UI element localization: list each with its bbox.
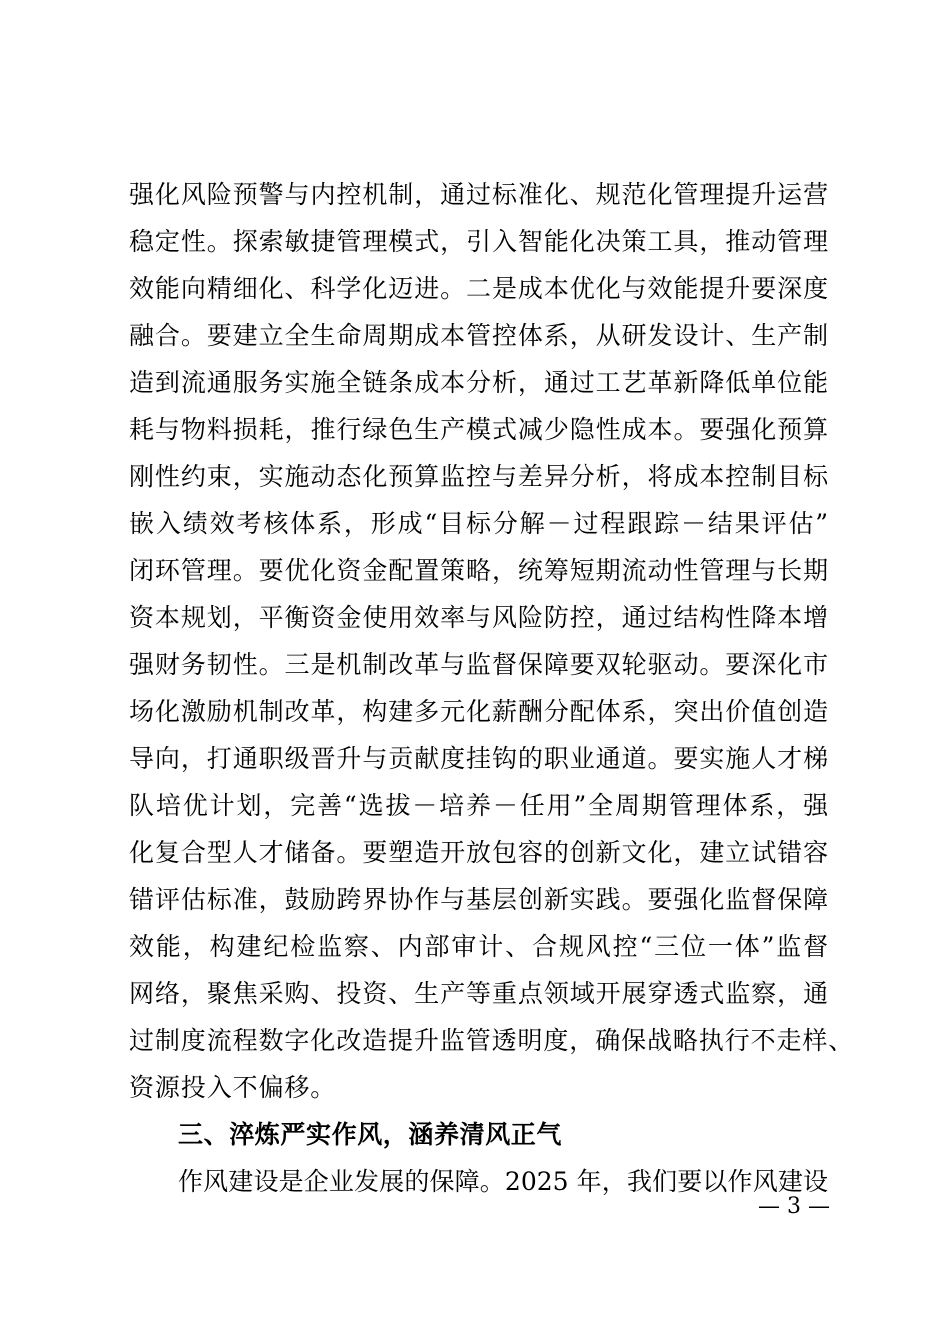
body-text-line: 嵌入绩效考核体系，形成“目标分解－过程跟踪－结果评估” [129, 509, 829, 538]
body-text-line: 造到流通服务实施全链条成本分析，通过工艺革新降低单位能 [129, 368, 829, 397]
body-text-line: 效能向精细化、科学化迈进。二是成本优化与效能提升要深度 [129, 274, 829, 303]
section-intro-line: 作风建设是企业发展的保障。2025 年，我们要以作风建设 [178, 1167, 828, 1196]
body-text-line: 导向，打通职级晋升与贡献度挂钩的职业通道。要实施人才梯 [129, 744, 829, 773]
body-text-line: 稳定性。探索敏捷管理模式，引入智能化决策工具，推动管理 [129, 227, 829, 256]
body-text-line: 强财务韧性。三是机制改革与监督保障要双轮驱动。要深化市 [129, 650, 829, 679]
body-text-line: 效能，构建纪检监察、内部审计、合规风控“三位一体”监督 [129, 932, 829, 961]
body-text-line: 化复合型人才储备。要塑造开放包容的创新文化，建立试错容 [129, 838, 829, 867]
body-text-line: 资本规划，平衡资金使用效率与风险防控，通过结构性降本增 [129, 603, 829, 632]
body-text-line: 错评估标准，鼓励跨界协作与基层创新实践。要强化监督保障 [129, 885, 829, 914]
body-text-line: 过制度流程数字化改造提升监管透明度，确保战略执行不走样、 [129, 1026, 855, 1055]
body-text-line: 资源投入不偏移。 [129, 1073, 337, 1102]
body-text-line: 网络，聚焦采购、投资、生产等重点领域开展穿透式监察，通 [129, 979, 829, 1008]
section-heading: 三、淬炼严实作风，涵养清风正气 [178, 1120, 563, 1149]
body-text-line: 强化风险预警与内控机制，通过标准化、规范化管理提升运营 [129, 180, 829, 209]
body-text-line: 融合。要建立全生命周期成本管控体系，从研发设计、生产制 [129, 321, 829, 350]
body-text-line: 队培优计划，完善“选拔－培养－任用”全周期管理体系，强 [129, 791, 829, 820]
body-text-line: 刚性约束，实施动态化预算监控与差异分析，将成本控制目标 [129, 462, 829, 491]
body-text-line: 耗与物料损耗，推行绿色生产模式减少隐性成本。要强化预算 [129, 415, 829, 444]
page-number: — 3 — [758, 1194, 830, 1219]
body-text-line: 场化激励机制改革，构建多元化薪酬分配体系，突出价值创造 [129, 697, 829, 726]
body-text-line: 闭环管理。要优化资金配置策略，统筹短期流动性管理与长期 [129, 556, 829, 585]
